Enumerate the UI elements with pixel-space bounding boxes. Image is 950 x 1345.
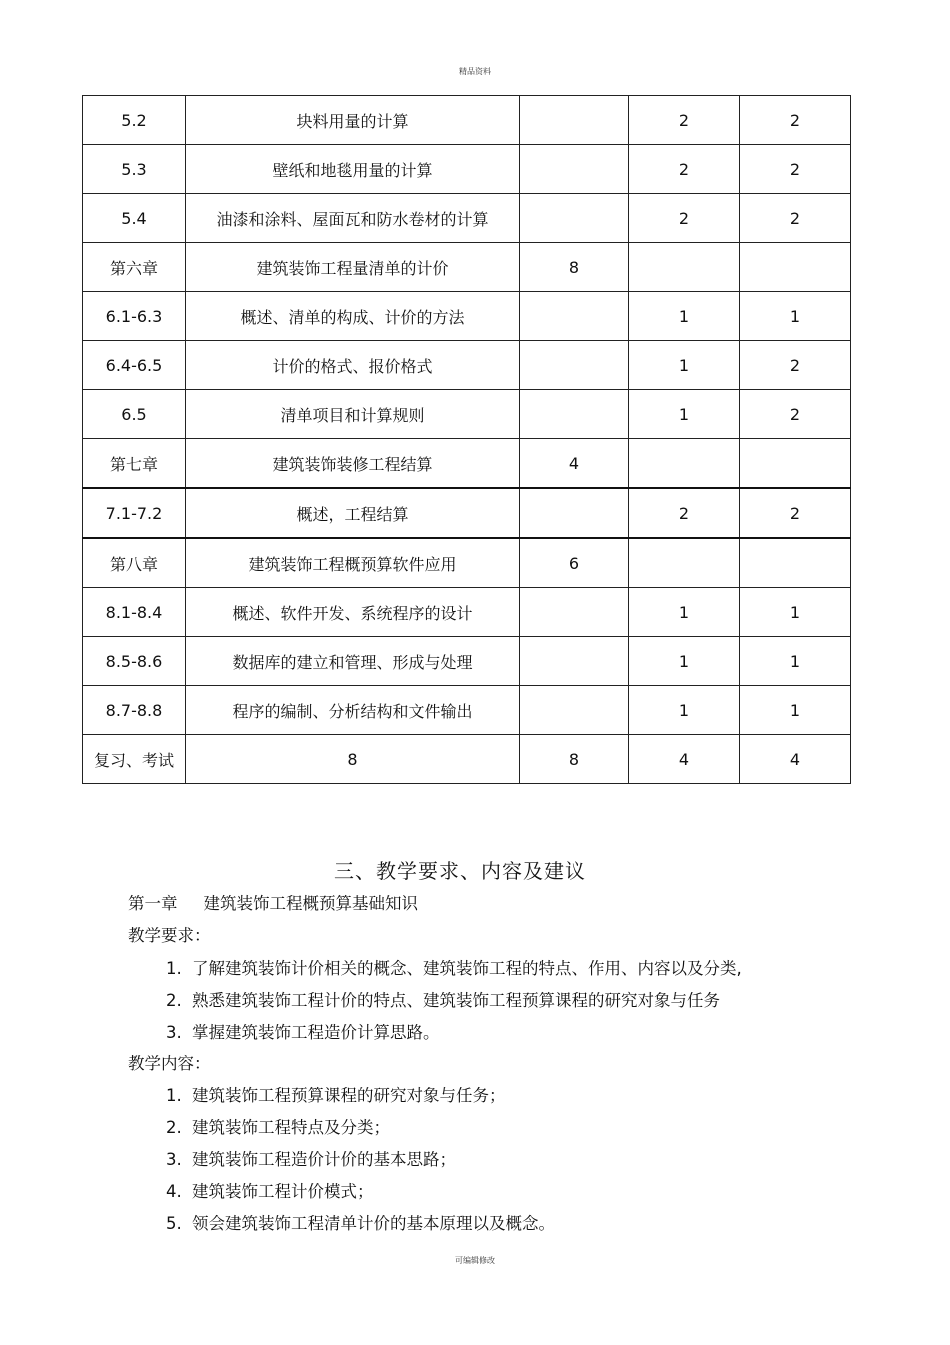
- table-cell-title: 块料用量的计算: [186, 96, 520, 145]
- table-cell-id: 8.7-8.8: [83, 686, 186, 735]
- table-cell-id: 5.3: [83, 145, 186, 194]
- table-cell-hours: [520, 390, 629, 439]
- table-cell-col4: 4: [629, 735, 740, 784]
- table-cell-col5: 1: [740, 292, 851, 341]
- table-cell-title: 程序的编制、分析结构和文件输出: [186, 686, 520, 735]
- table-cell-id: 5.2: [83, 96, 186, 145]
- table-cell-hours: [520, 637, 629, 686]
- table-cell-title: 概述，工程结算: [186, 488, 520, 538]
- table-row: [83, 194, 851, 243]
- table-cell-hours: [520, 194, 629, 243]
- page-header-note: 精品资料: [459, 67, 491, 76]
- table-cell-id: 6.5: [83, 390, 186, 439]
- requirements-label: 教学要求：: [128, 926, 211, 945]
- table-cell-id: 6.4-6.5: [83, 341, 186, 390]
- list-item: [166, 987, 720, 1011]
- schedule-body: [83, 96, 851, 784]
- table-cell-col5: 1: [740, 637, 851, 686]
- table-cell-id: 5.4: [83, 194, 186, 243]
- list-item-text: 熟悉建筑装饰工程计价的特点、建筑装饰工程预算课程的研究对象与任务: [192, 991, 720, 1010]
- list-item-number: 2.: [166, 991, 182, 1010]
- table-cell-col4: 2: [629, 145, 740, 194]
- table-cell-col4: 1: [629, 686, 740, 735]
- list-item-number: 3.: [166, 1023, 182, 1042]
- list-item-number: 1.: [166, 1086, 182, 1105]
- course-schedule-table: [82, 95, 851, 784]
- table-cell-col5: 4: [740, 735, 851, 784]
- table-row: [83, 390, 851, 439]
- table-cell-col5: 2: [740, 488, 851, 538]
- table-cell-hours: 8: [520, 735, 629, 784]
- table-cell-hours: [520, 686, 629, 735]
- list-item: [166, 1178, 374, 1202]
- table-cell-col5: [740, 439, 851, 489]
- table-cell-col4: 2: [629, 96, 740, 145]
- table-cell-hours: 4: [520, 439, 629, 489]
- list-item-text: 掌握建筑装饰工程造价计算思路。: [192, 1023, 440, 1042]
- table-cell-hours: 8: [520, 243, 629, 292]
- table-cell-col5: 2: [740, 341, 851, 390]
- table-cell-col5: 2: [740, 96, 851, 145]
- table-cell-col5: [740, 243, 851, 292]
- list-item-number: 3.: [166, 1150, 182, 1169]
- table-cell-col4: 2: [629, 488, 740, 538]
- table-cell-id: 第七章: [83, 439, 186, 489]
- section-title: 三、教学要求、内容及建议: [334, 859, 586, 883]
- content-label: 教学内容：: [128, 1054, 211, 1073]
- chapter-title: 建筑装饰工程概预算基础知识: [203, 894, 418, 913]
- table-cell-hours: [520, 145, 629, 194]
- table-cell-col4: 1: [629, 292, 740, 341]
- table-cell-title: 建筑装饰装修工程结算: [186, 439, 520, 489]
- table-cell-id: 8.1-8.4: [83, 588, 186, 637]
- chapter-heading: [128, 890, 418, 914]
- list-item-number: 4.: [166, 1182, 182, 1201]
- table-cell-id: 6.1-6.3: [83, 292, 186, 341]
- table-row: [83, 341, 851, 390]
- table-row: [83, 439, 851, 489]
- table-cell-hours: [520, 96, 629, 145]
- table-cell-id: 第八章: [83, 538, 186, 588]
- table-cell-col4: 1: [629, 588, 740, 637]
- list-item-text: 领会建筑装饰工程清单计价的基本原理以及概念。: [192, 1214, 555, 1233]
- list-item: [166, 1210, 555, 1234]
- list-item-text: 建筑装饰工程预算课程的研究对象与任务；: [192, 1086, 506, 1105]
- list-item-text: 建筑装饰工程特点及分类；: [192, 1118, 390, 1137]
- table-cell-hours: [520, 341, 629, 390]
- table-row: [83, 488, 851, 538]
- table-cell-col4: 2: [629, 194, 740, 243]
- list-item-number: 1.: [166, 959, 182, 978]
- table-cell-title: 清单项目和计算规则: [186, 390, 520, 439]
- table-row: [83, 735, 851, 784]
- list-item-number: 2.: [166, 1118, 182, 1137]
- list-item: [166, 1114, 390, 1138]
- table-cell-title: 数据库的建立和管理、形成与处理: [186, 637, 520, 686]
- table-cell-col4: 1: [629, 637, 740, 686]
- list-item: [166, 1019, 440, 1043]
- table-cell-col5: 1: [740, 686, 851, 735]
- table-cell-hours: [520, 588, 629, 637]
- table-row: [83, 637, 851, 686]
- table-cell-id: 第六章: [83, 243, 186, 292]
- table-cell-id: 7.1-7.2: [83, 488, 186, 538]
- list-item: [166, 1082, 506, 1106]
- table-cell-title: 壁纸和地毯用量的计算: [186, 145, 520, 194]
- list-item-text: 建筑装饰工程计价模式；: [192, 1182, 374, 1201]
- table-cell-hours: [520, 292, 629, 341]
- list-item: [166, 955, 742, 979]
- table-cell-col5: 1: [740, 588, 851, 637]
- table-cell-col4: 1: [629, 341, 740, 390]
- table-row: [83, 96, 851, 145]
- table-cell-col4: [629, 439, 740, 489]
- table-cell-title: 建筑装饰工程量清单的计价: [186, 243, 520, 292]
- table-cell-col4: [629, 243, 740, 292]
- table-row: [83, 538, 851, 588]
- list-item-text: 建筑装饰工程造价计价的基本思路；: [192, 1150, 456, 1169]
- table-row: [83, 243, 851, 292]
- table-cell-title: 8: [186, 735, 520, 784]
- table-row: [83, 292, 851, 341]
- table-cell-title: 计价的格式、报价格式: [186, 341, 520, 390]
- table-cell-title: 概述、软件开发、系统程序的设计: [186, 588, 520, 637]
- chapter-label: 第一章: [128, 894, 178, 913]
- table-cell-hours: [520, 488, 629, 538]
- table-cell-id: 复习、考试: [83, 735, 186, 784]
- table-cell-title: 油漆和涂料、屋面瓦和防水卷材的计算: [186, 194, 520, 243]
- list-item-text: 了解建筑装饰计价相关的概念、建筑装饰工程的特点、作用、内容以及分类,: [192, 959, 742, 978]
- list-item-number: 5.: [166, 1214, 182, 1233]
- table-cell-col4: 1: [629, 390, 740, 439]
- table-cell-col5: [740, 538, 851, 588]
- table-row: [83, 145, 851, 194]
- table-cell-hours: 6: [520, 538, 629, 588]
- page-footer-note: 可编辑修改: [455, 1256, 495, 1265]
- table-row: [83, 686, 851, 735]
- table-cell-col4: [629, 538, 740, 588]
- table-cell-id: 8.5-8.6: [83, 637, 186, 686]
- table-cell-title: 建筑装饰工程概预算软件应用: [186, 538, 520, 588]
- table-cell-col5: 2: [740, 194, 851, 243]
- table-cell-col5: 2: [740, 145, 851, 194]
- table-cell-col5: 2: [740, 390, 851, 439]
- table-cell-title: 概述、清单的构成、计价的方法: [186, 292, 520, 341]
- table-row: [83, 588, 851, 637]
- list-item: [166, 1146, 456, 1170]
